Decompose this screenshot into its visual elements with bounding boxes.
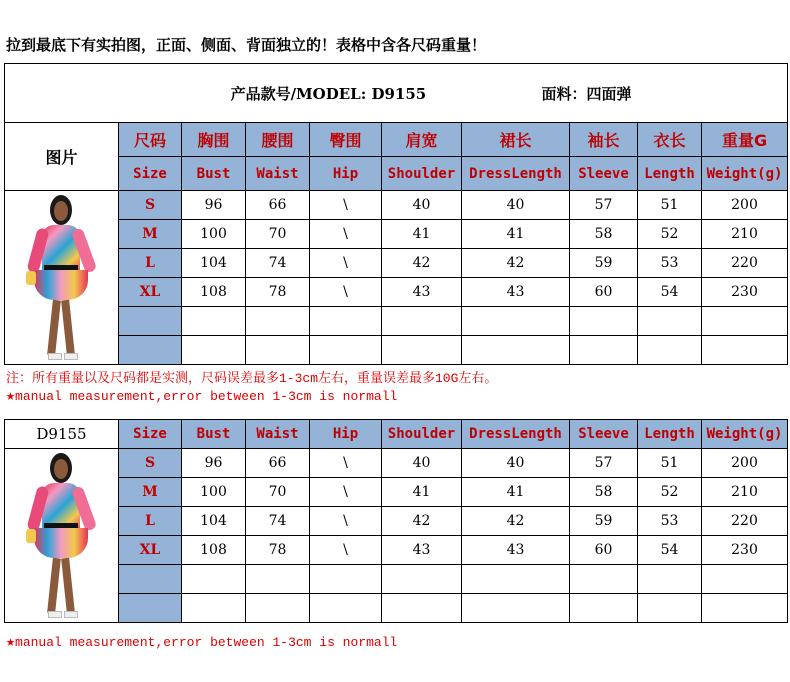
table-row [5, 336, 788, 365]
table-row [5, 307, 788, 336]
column-header-en: Size [119, 157, 182, 191]
table-cell: 104 [182, 507, 246, 536]
table-cell: 210 [702, 478, 788, 507]
empty-cell [310, 307, 382, 336]
table-cell: 200 [702, 191, 788, 220]
product-photo [12, 451, 112, 621]
empty-cell [246, 336, 310, 365]
column-header-cn: 胸围 [182, 123, 246, 157]
table-cell: 78 [246, 278, 310, 307]
empty-cell [462, 565, 570, 594]
empty-cell [570, 565, 638, 594]
table-cell: 41 [382, 220, 462, 249]
table-cell: \ [310, 478, 382, 507]
empty-cell [570, 336, 638, 365]
size-cell: XL [119, 278, 182, 307]
table-cell: 57 [570, 191, 638, 220]
table-cell: 74 [246, 507, 310, 536]
table-cell: 42 [462, 249, 570, 278]
table-cell: 43 [462, 536, 570, 565]
empty-cell [119, 307, 182, 336]
table-cell: 70 [246, 220, 310, 249]
table-row [5, 478, 788, 507]
table-cell: 43 [462, 278, 570, 307]
column-header-en: Waist [246, 157, 310, 191]
table-row [5, 191, 788, 220]
empty-cell [462, 336, 570, 365]
empty-cell [310, 565, 382, 594]
column-header-cn: 肩宽 [382, 123, 462, 157]
note-chinese: 注：所有重量以及尺码都是实测，尺码误差最多1-3cm左右，重量误差最多10G左右。 [6, 371, 498, 386]
table-row [5, 220, 788, 249]
empty-cell [119, 336, 182, 365]
table-cell: 42 [382, 507, 462, 536]
table-cell: 104 [182, 249, 246, 278]
size-cell: M [119, 478, 182, 507]
table-cell: 96 [182, 191, 246, 220]
column-header-cn: 衣长 [638, 123, 702, 157]
empty-cell [182, 336, 246, 365]
table-cell: 54 [638, 278, 702, 307]
table-cell: 51 [638, 191, 702, 220]
table-cell: 58 [570, 478, 638, 507]
table-cell: 230 [702, 536, 788, 565]
photo-cell [5, 449, 119, 623]
column-header-cn: 裙长 [462, 123, 570, 157]
table-cell: 108 [182, 278, 246, 307]
table-cell: 66 [246, 191, 310, 220]
table-cell: 74 [246, 249, 310, 278]
table-row [5, 249, 788, 278]
table-cell: \ [310, 507, 382, 536]
table-cell: 66 [246, 449, 310, 478]
table-cell: 78 [246, 536, 310, 565]
table-cell: 42 [462, 507, 570, 536]
model-row [5, 64, 788, 123]
column-header-en: Bust [182, 420, 246, 449]
star-icon: ★ [6, 388, 16, 405]
empty-cell [702, 307, 788, 336]
empty-cell [246, 565, 310, 594]
column-header-cn: 尺码 [119, 123, 182, 157]
empty-cell [182, 594, 246, 623]
size-cell: M [119, 220, 182, 249]
product-photo [12, 193, 112, 363]
column-header-en: Weight(g) [702, 157, 788, 191]
column-header-en: Sleeve [570, 420, 638, 449]
empty-cell [382, 565, 462, 594]
table-row [5, 536, 788, 565]
column-header-en: Shoulder [382, 420, 462, 449]
table-cell: \ [310, 249, 382, 278]
column-header-en: Weight(g) [702, 420, 788, 449]
size-cell: S [119, 191, 182, 220]
table-cell: 60 [570, 536, 638, 565]
table-cell: 200 [702, 449, 788, 478]
table-row [5, 507, 788, 536]
column-header-cn: 袖长 [570, 123, 638, 157]
size-table-1 [4, 63, 788, 365]
empty-cell [382, 336, 462, 365]
table-cell: 40 [382, 449, 462, 478]
empty-cell [119, 594, 182, 623]
column-header-en: DressLength [462, 420, 570, 449]
table-cell: 52 [638, 220, 702, 249]
table-cell: 210 [702, 220, 788, 249]
table-cell: 41 [462, 220, 570, 249]
empty-cell [382, 594, 462, 623]
table-row [5, 565, 788, 594]
column-header-en: Waist [246, 420, 310, 449]
column-header-en: Shoulder [382, 157, 462, 191]
model-label: 产品款号/MODEL: D9155 [230, 84, 427, 103]
column-header-cn: 腰围 [246, 123, 310, 157]
table-cell: 54 [638, 536, 702, 565]
empty-cell [246, 594, 310, 623]
table-cell: 230 [702, 278, 788, 307]
star-icon: ★ [6, 634, 16, 651]
empty-cell [638, 594, 702, 623]
empty-cell [310, 336, 382, 365]
table-cell: 70 [246, 478, 310, 507]
empty-cell [382, 307, 462, 336]
column-header-cn: 重量G [702, 123, 788, 157]
empty-cell [246, 307, 310, 336]
table-cell: 57 [570, 449, 638, 478]
table-cell: 41 [382, 478, 462, 507]
table-cell: 40 [382, 191, 462, 220]
empty-cell [462, 594, 570, 623]
table-cell: 100 [182, 478, 246, 507]
column-header-en: Size [119, 420, 182, 449]
empty-cell [638, 307, 702, 336]
empty-cell [119, 565, 182, 594]
size-table-2 [4, 419, 788, 623]
table-cell: \ [310, 278, 382, 307]
model-cell: D9155 [5, 420, 119, 449]
table-cell: 43 [382, 278, 462, 307]
column-header-en: Length [638, 420, 702, 449]
size-cell: L [119, 249, 182, 278]
table-cell: 43 [382, 536, 462, 565]
table-cell: 108 [182, 536, 246, 565]
table-cell: 100 [182, 220, 246, 249]
table-cell: 51 [638, 449, 702, 478]
table-cell: \ [310, 536, 382, 565]
size-cell: XL [119, 536, 182, 565]
table-cell: 41 [462, 478, 570, 507]
fabric-label: 面料：四面弹 [541, 84, 632, 103]
table-cell: 53 [638, 507, 702, 536]
column-header-cn: 臀围 [310, 123, 382, 157]
table-cell: 42 [382, 249, 462, 278]
table-cell: \ [310, 449, 382, 478]
column-header-en: DressLength [462, 157, 570, 191]
picture-header: 图片 [5, 123, 119, 191]
empty-cell [182, 565, 246, 594]
photo-cell [5, 191, 119, 365]
table-cell: 40 [462, 191, 570, 220]
note-english: manual measurement,error between 1-3cm is normall [15, 389, 398, 404]
table-cell: 220 [702, 249, 788, 278]
column-header-en: Hip [310, 157, 382, 191]
note-english-2: manual measurement,error between 1-3cm is normall [15, 635, 398, 650]
table-cell: 58 [570, 220, 638, 249]
table-row [5, 449, 788, 478]
table-row [5, 278, 788, 307]
empty-cell [638, 336, 702, 365]
column-header-en: Sleeve [570, 157, 638, 191]
column-header-en: Bust [182, 157, 246, 191]
empty-cell [638, 565, 702, 594]
table-cell: 40 [462, 449, 570, 478]
empty-cell [182, 307, 246, 336]
empty-cell [702, 336, 788, 365]
empty-cell [570, 594, 638, 623]
table-cell: \ [310, 220, 382, 249]
empty-cell [702, 565, 788, 594]
size-cell: L [119, 507, 182, 536]
column-header-en: Length [638, 157, 702, 191]
table-cell: 59 [570, 249, 638, 278]
table-cell: 52 [638, 478, 702, 507]
table-cell: 220 [702, 507, 788, 536]
page-title: 拉到最底下有实拍图，正面、侧面、背面独立的！表格中含各尺码重量！ [6, 36, 487, 54]
empty-cell [462, 307, 570, 336]
table-row [5, 594, 788, 623]
size-cell: S [119, 449, 182, 478]
column-header-en: Hip [310, 420, 382, 449]
table-cell: 60 [570, 278, 638, 307]
empty-cell [310, 594, 382, 623]
table-cell: \ [310, 191, 382, 220]
table-cell: 96 [182, 449, 246, 478]
table-cell: 53 [638, 249, 702, 278]
table-cell: 59 [570, 507, 638, 536]
empty-cell [570, 307, 638, 336]
empty-cell [702, 594, 788, 623]
